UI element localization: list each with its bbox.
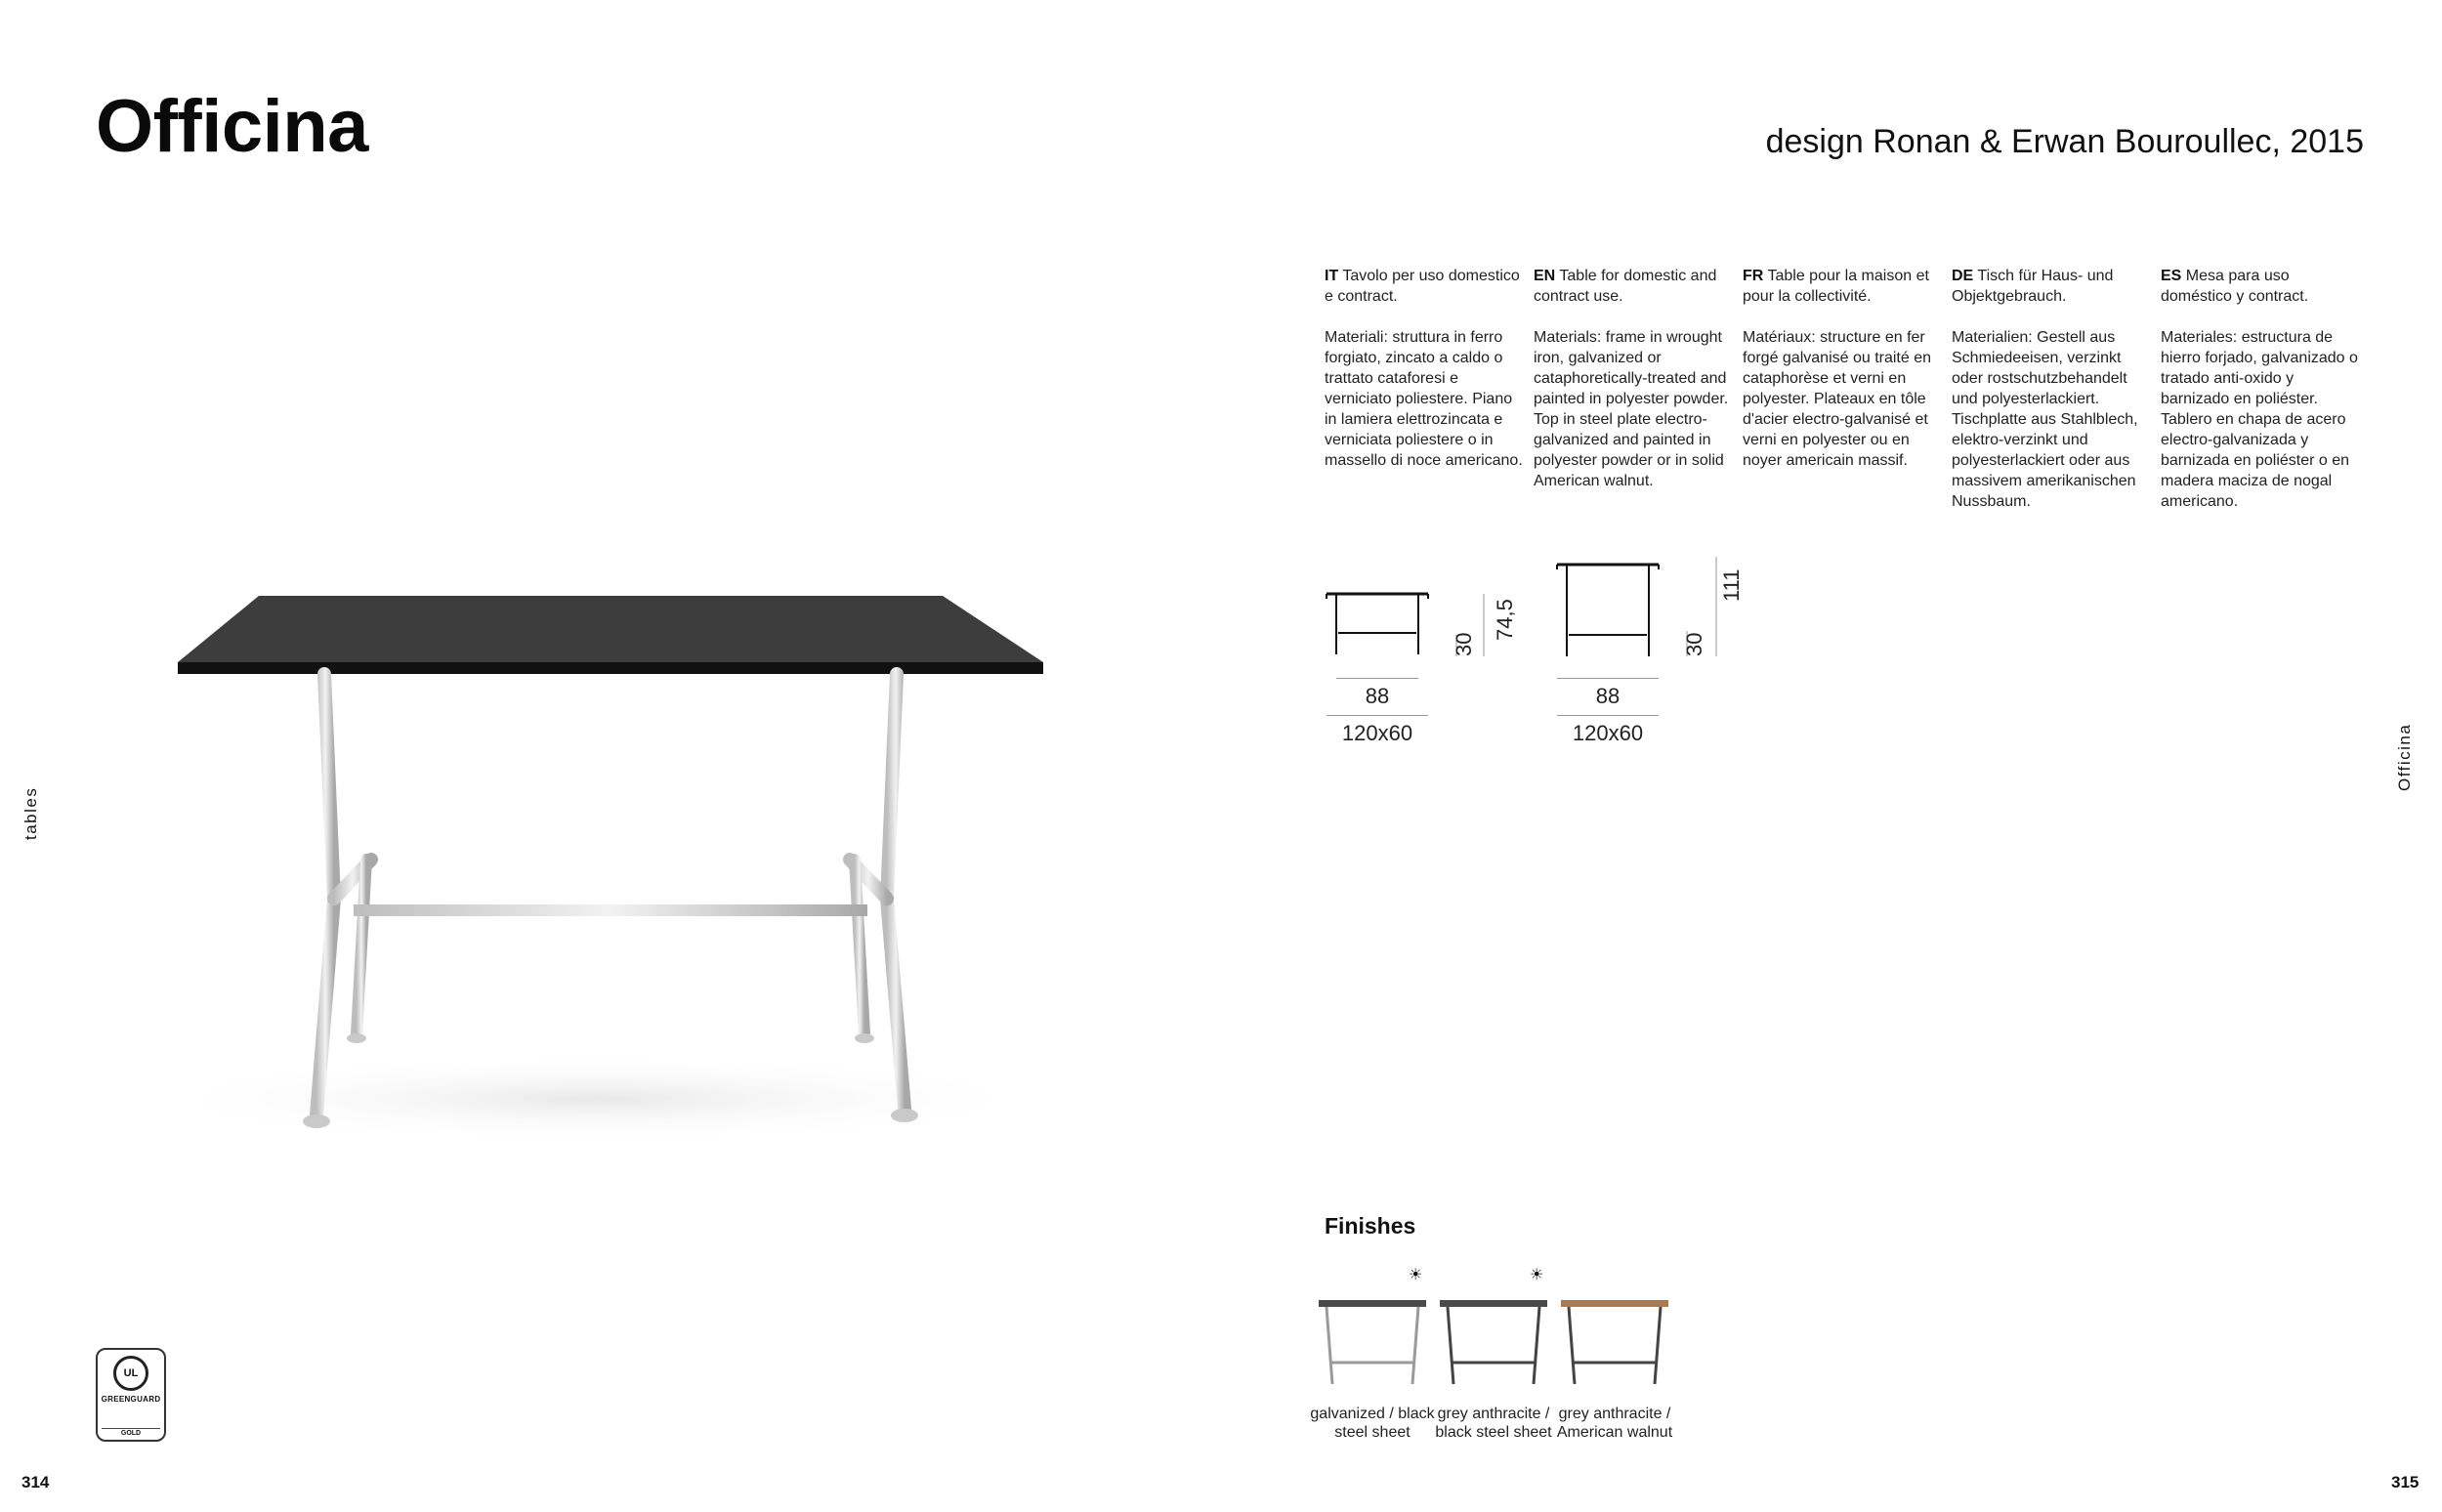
designer-credit: design Ronan & Erwan Bouroullec, 2015 (1765, 123, 2364, 160)
high-table-outline-icon (1555, 547, 1672, 664)
page-number-left: 314 (21, 1473, 50, 1491)
dimension-drawing-high-table (1555, 547, 1829, 762)
product-title: Officina (96, 85, 368, 168)
description-fr: FR Table pour la maison et pour la collectivité. Matériaux: structure en fer forgé galvanisé ou traité en cataphorèse et verni en polyester. Plateaux en tôle d'acier electro-galvanisé et verni en polyester ou en noyer americain massif. (1743, 268, 1932, 469)
finish-table-icon (1430, 1294, 1557, 1392)
description-en: EN Table for domestic and contract use. Materials: frame in wrought iron, galvanized or cataphoretically-treated and painted in polyester powder. Top in steel plate electro-galvanized and painted in polyester powder or in solid American walnut. (1534, 268, 1729, 489)
description-it: IT Tavolo per uso domestico e contract. Materiali: struttura in ferro forgiato, zincato a caldo o trattato cataforesi e verniciato poliestere. Piano in lamiera elettrozincata e verniciata poliestere o in massello di noce americano. (1325, 268, 1523, 469)
greenguard-ring-icon: UL (113, 1356, 148, 1391)
product-photo (107, 547, 1084, 1153)
height-value: 74,5 (1493, 599, 1517, 641)
high-bar-height-value: 30 (1682, 632, 1706, 656)
high-height-value: 111 (1719, 568, 1744, 602)
greenguard-badge: UL GREENGUARD GOLD (96, 1348, 166, 1442)
finish-table-icon (1309, 1294, 1436, 1392)
page-number-right: 315 (2391, 1473, 2420, 1491)
bar-height-value: 30 (1452, 632, 1476, 656)
high-depth-value: 88 (1595, 684, 1621, 708)
finish-swatch: galvanized / black steel sheet (1309, 1294, 1436, 1442)
table-outline-icon (1325, 567, 1442, 674)
side-label-right: Officina (2395, 723, 2414, 791)
finish-table-icon (1551, 1294, 1678, 1392)
depth-value: 88 (1365, 684, 1390, 708)
high-size-value: 120x60 (1572, 721, 1644, 745)
finish-swatch: grey anthracite / American walnut (1551, 1294, 1678, 1442)
outdoor-sun-icon: ☀ (1530, 1267, 1544, 1283)
outdoor-sun-icon: ☀ (1409, 1267, 1423, 1283)
description-de: DE Tisch für Haus- und Objektgebrauch. Materialien: Gestell aus Schmiedeeisen, verzinkt oder rostschutzbehandelt und polyesterlackiert. Tischplatte aus Stahlblech, elektro-verzinkt und polyesterlackiert oder aus massivem amerikanischen Nussbaum. (1952, 268, 2138, 510)
side-label-left: tables (21, 786, 40, 840)
size-value: 120x60 (1341, 721, 1413, 745)
finishes-title: Finishes (1325, 1213, 1416, 1239)
finish-swatch: grey anthracite / black steel sheet (1430, 1294, 1557, 1442)
description-columns (1325, 266, 2370, 532)
description-es: ES Mesa para uso doméstico y contract. Materiales: estructura de hierro forjado, galvanizado o tratado anti-oxido y barnizado en poliéster. Tablero en chapa de acero electro-galvanizada y barnizada en poliéster o en madera maciza de nogal americano. (2161, 268, 2358, 510)
